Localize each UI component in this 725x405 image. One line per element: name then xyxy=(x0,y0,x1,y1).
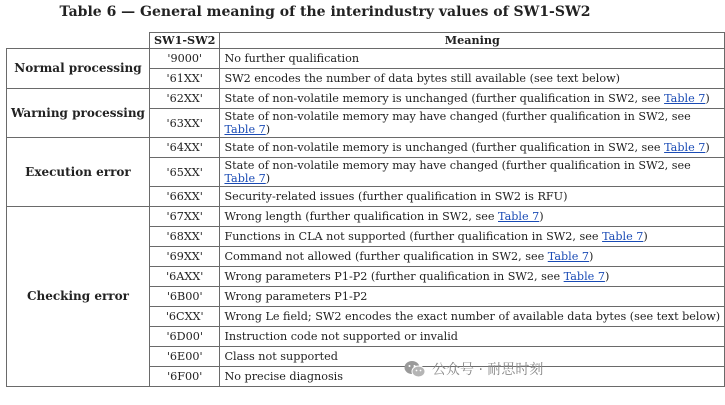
sw-code-cell: '63XX' xyxy=(149,109,220,138)
table-row xyxy=(7,89,725,109)
meaning-cell xyxy=(220,227,725,247)
sw-code-cell: '61XX' xyxy=(149,69,220,89)
sw-code-cell: '6D00' xyxy=(149,327,220,347)
sw-code-cell: '62XX' xyxy=(149,89,220,109)
sw-code-cell: '6B00' xyxy=(149,287,220,307)
meaning-text: State of non-volatile memory may have changed (further qualification in SW2, see xyxy=(224,159,691,172)
table7-link[interactable]: Table 7 xyxy=(602,230,644,243)
group-label: Warning processing xyxy=(7,89,150,138)
sw-code-cell: '65XX' xyxy=(149,158,220,187)
sw-code-cell: '68XX' xyxy=(149,227,220,247)
group-label: Checking error xyxy=(7,207,150,387)
meaning-text: State of non-volatile memory is unchanged (further qualification in SW2, see xyxy=(224,92,665,105)
meaning-cell xyxy=(220,109,725,138)
meaning-text: ) xyxy=(539,210,544,223)
table7-link[interactable]: Table 7 xyxy=(498,210,540,223)
meaning-cell xyxy=(220,307,725,327)
table-title: Table 6 — General meaning of the interindustry values of SW1-SW2 xyxy=(59,4,591,20)
table7-link[interactable]: Table 7 xyxy=(563,270,605,283)
wechat-icon xyxy=(404,360,426,378)
meaning-cell xyxy=(220,138,725,158)
meaning-cell xyxy=(220,287,725,307)
table7-link[interactable]: Table 7 xyxy=(224,123,266,136)
meaning-cell xyxy=(220,207,725,227)
meaning-text: ) xyxy=(705,92,710,105)
meaning-text: State of non-volatile memory is unchanged (further qualification in SW2, see xyxy=(224,141,665,154)
meaning-text: Wrong Le field; SW2 encodes the exact number of available data bytes (see text below) xyxy=(224,310,721,323)
meaning-text: ) xyxy=(705,141,710,154)
meaning-cell xyxy=(220,247,725,267)
meaning-text: ) xyxy=(643,230,648,243)
meaning-cell xyxy=(220,267,725,287)
meaning-text: SW2 encodes the number of data bytes still available (see text below) xyxy=(224,72,621,85)
meaning-text: State of non-volatile memory may have changed (further qualification in SW2, see xyxy=(224,110,691,123)
header-sw: SW1-SW2 xyxy=(149,33,220,49)
sw-code-cell: '67XX' xyxy=(149,207,220,227)
sw-code-cell: '6AXX' xyxy=(149,267,220,287)
group-label: Execution error xyxy=(7,138,150,207)
sw-code-cell: '9000' xyxy=(149,49,220,69)
meaning-text: Wrong parameters P1-P2 (further qualification in SW2, see xyxy=(224,270,564,283)
meaning-text: ) xyxy=(265,172,271,185)
meaning-text: Wrong parameters P1-P2 xyxy=(224,290,368,303)
table7-link[interactable]: Table 7 xyxy=(664,92,706,105)
status-words-table xyxy=(6,32,725,387)
watermark-text: 公众号 · 耐思时刻 xyxy=(432,362,544,378)
table7-link[interactable]: Table 7 xyxy=(224,172,266,185)
meaning-text: Instruction code not supported or invalid xyxy=(224,330,458,343)
meaning-text: Wrong length (further qualification in SW2, see xyxy=(224,210,498,223)
sw-code-cell: '66XX' xyxy=(149,187,220,207)
watermark xyxy=(404,359,543,379)
table-row xyxy=(7,49,725,69)
meaning-text: No precise diagnosis xyxy=(224,370,343,383)
meaning-text: Class not supported xyxy=(224,350,338,363)
meaning-cell xyxy=(220,187,725,207)
meaning-text: Functions in CLA not supported (further qualification in SW2, see xyxy=(224,230,603,243)
header-meaning: Meaning xyxy=(220,33,725,49)
sw-code-cell: '6F00' xyxy=(149,367,220,387)
table7-link[interactable]: Table 7 xyxy=(547,250,590,263)
table7-link[interactable]: Table 7 xyxy=(664,141,706,154)
meaning-cell xyxy=(220,327,725,347)
meaning-text: Security-related issues (further qualification in SW2 is RFU) xyxy=(224,190,568,203)
meaning-cell xyxy=(220,158,725,187)
meaning-text: ) xyxy=(265,123,271,136)
meaning-cell xyxy=(220,49,725,69)
table-row xyxy=(7,138,725,158)
group-label: Normal processing xyxy=(7,49,150,89)
meaning-text: ) xyxy=(589,250,594,263)
meaning-text: ) xyxy=(604,270,610,283)
sw-code-cell: '6E00' xyxy=(149,347,220,367)
sw-code-cell: '69XX' xyxy=(149,247,220,267)
sw-code-cell: '64XX' xyxy=(149,138,220,158)
meaning-text: Command not allowed (further qualification in SW2, see xyxy=(224,250,548,263)
meaning-cell xyxy=(220,89,725,109)
sw-code-cell: '6CXX' xyxy=(149,307,220,327)
corner-cell xyxy=(7,33,150,49)
meaning-cell xyxy=(220,69,725,89)
table-row xyxy=(7,207,725,227)
meaning-text: No further qualification xyxy=(224,52,360,65)
